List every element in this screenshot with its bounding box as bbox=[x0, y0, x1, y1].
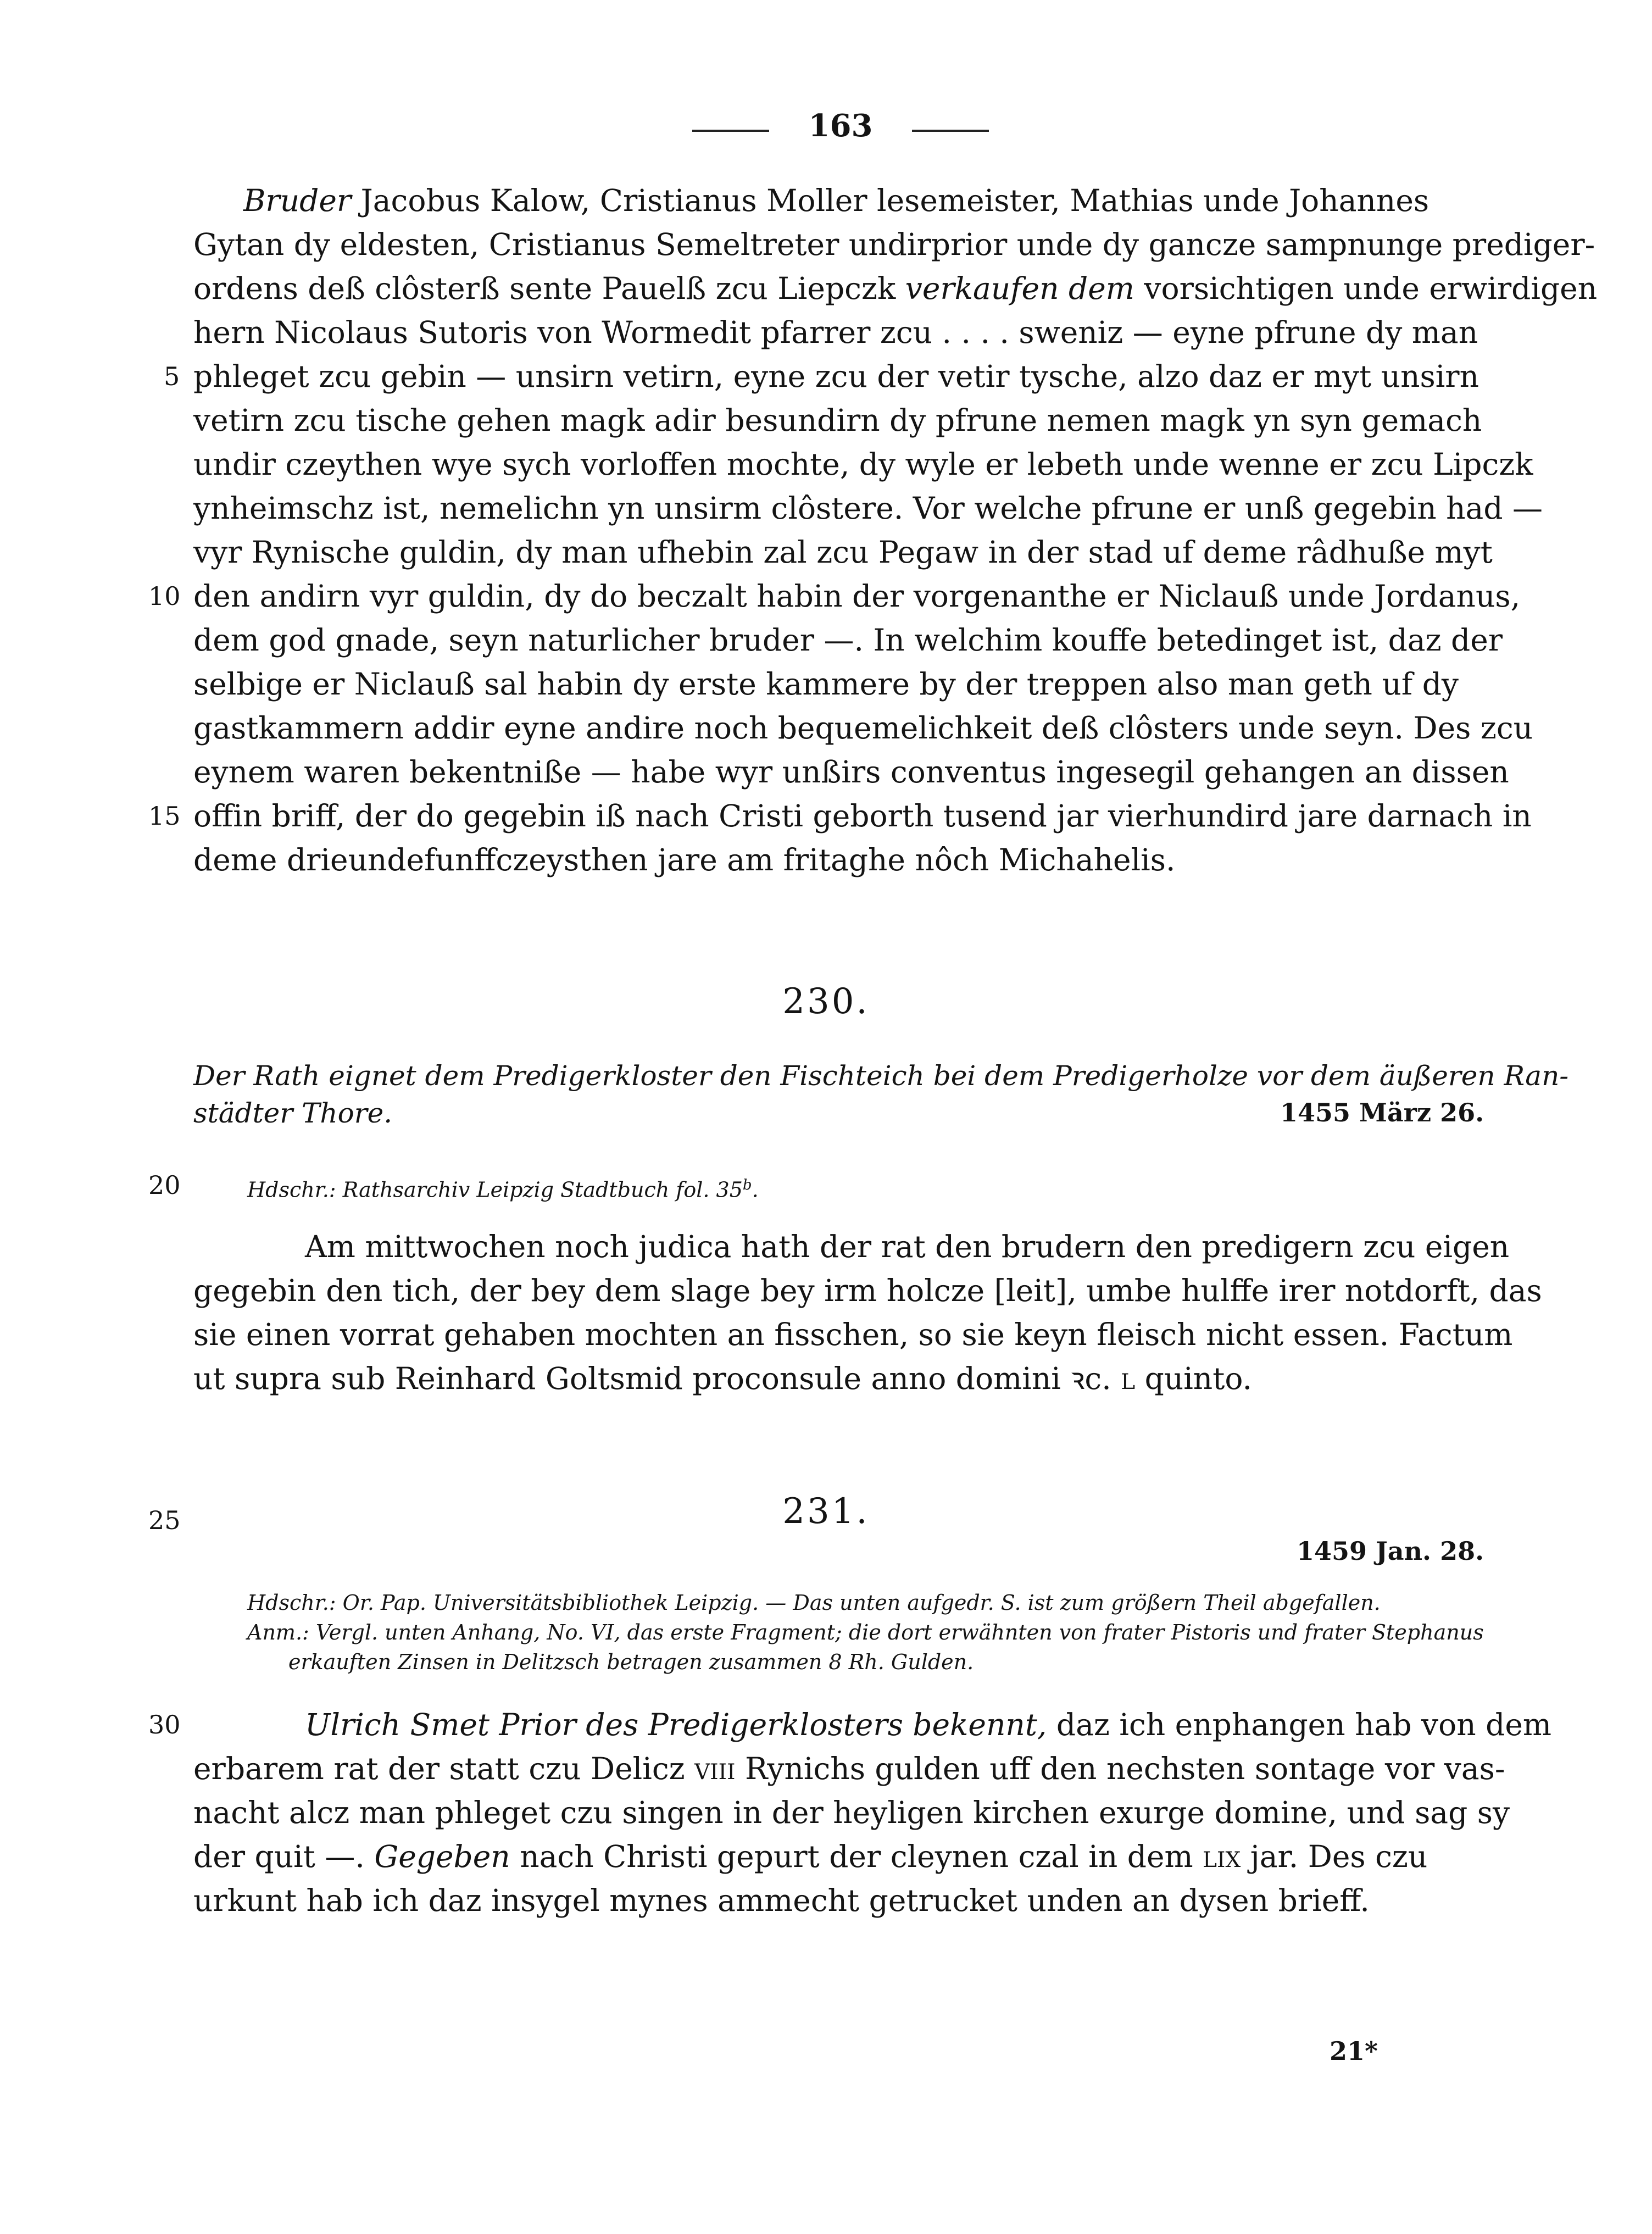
document-number: 230. bbox=[782, 981, 870, 1022]
text-line: gegebin den tich, der bey dem slage bey irm holcze [leit], umbe hulffe irer notdorft, das bbox=[193, 1273, 1542, 1308]
text-span: jar. Des czu bbox=[1241, 1839, 1428, 1874]
page-number: 163 bbox=[808, 108, 873, 144]
text-line: eynem waren bekentniße — habe wyr unßirs conventus ingesegil gehangen an dissen bbox=[193, 754, 1509, 790]
text-line: gastkammern addir eyne andire noch bequemelichkeit deß clôsters unde seyn. Des zcu bbox=[193, 710, 1533, 746]
text-line: Am mittwochen noch judica hath der rat den brudern den predigern zcu eigen bbox=[305, 1229, 1510, 1264]
text-span: nach Christi gepurt der cleynen czal in dem bbox=[510, 1839, 1203, 1874]
source-end: . bbox=[752, 1177, 759, 1202]
line-number: 15 bbox=[148, 801, 181, 831]
text-line: selbige er Niclauß sal habin dy erste kammere by der treppen also man geth uf dy bbox=[193, 666, 1459, 702]
text-line: deme drieundefunffczeysthen jare am fritaghe nôch Michahelis. bbox=[193, 842, 1176, 877]
text-span: daz ich enphangen hab von dem bbox=[1047, 1707, 1552, 1742]
document-summary-cont: städter Thore. bbox=[193, 1097, 393, 1129]
text-span: vorsichtigen unde erwirdigen bbox=[1134, 271, 1598, 306]
text-line bbox=[193, 1359, 1252, 1398]
line-number: 30 bbox=[148, 1710, 181, 1740]
header-rule-left bbox=[692, 130, 769, 132]
text-line bbox=[193, 269, 1597, 308]
text-line bbox=[193, 1749, 1505, 1788]
header-rule-right bbox=[912, 130, 989, 132]
text-line: dem god gnade, seyn naturlicher bruder —. In welchim kouffe betedinget ist, daz der bbox=[193, 623, 1503, 658]
text-line: urkunt hab ich daz insygel mynes ammecht getrucket unden an dysen brieff. bbox=[193, 1883, 1370, 1918]
document-date: 1459 Jan. 28. bbox=[1297, 1536, 1484, 1566]
text-line: nacht alcz man phleget czu singen in der heyligen kirchen exurge domine, und sag sy bbox=[193, 1795, 1510, 1830]
text-line: vyr Rynische guldin, dy man ufhebin zal zcu Pegaw in der stad uf deme râdhuße myt bbox=[193, 535, 1493, 570]
text-span: quinto. bbox=[1135, 1361, 1252, 1396]
text-span: Jacobus Kalow, Cristianus Moller lesemeister, Mathias unde Johannes bbox=[351, 183, 1429, 218]
small-caps-numeral: l bbox=[1121, 1361, 1136, 1396]
text-span: der quit —. bbox=[193, 1839, 375, 1874]
page-header bbox=[0, 108, 1652, 146]
text-line: den andirn vyr guldin, dy do beczalt habin der vorgenanthe er Niclauß unde Jordanus, bbox=[193, 579, 1521, 614]
text-line: vetirn zcu tische gehen magk adir besundirn dy pfrune nemen magk yn syn gemach bbox=[193, 403, 1482, 438]
annotation-note: Anm.: Vergl. unten Anhang, No. VI, das erste Fragment; die dort erwähnten von frater Pistoris und frater Stephanus bbox=[247, 1620, 1484, 1644]
signature-mark: 21* bbox=[1330, 2036, 1378, 2066]
text-line bbox=[243, 181, 1429, 220]
text-line: offin briff, der do gegebin iß nach Cristi geborth tusend jar vierhundird jare darnach in bbox=[193, 798, 1532, 833]
text-line: Gytan dy eldesten, Cristianus Semeltreter undirprior unde dy gancze sampnunge prediger- bbox=[193, 227, 1595, 262]
italic-phrase: Bruder bbox=[243, 183, 352, 218]
document-summary: Der Rath eignet dem Predigerkloster den Fischteich bei dem Predigerholze vor dem äußeren Ran- bbox=[193, 1060, 1569, 1092]
text-line: phleget zcu gebin — unsirn vetirn, eyne zcu der vetir tysche, alzo daz er myt unsirn bbox=[193, 359, 1479, 394]
annotation-note-cont: erkauften Zinsen in Delitzsch betragen zusammen 8 Rh. Gulden. bbox=[288, 1650, 974, 1674]
text-line: hern Nicolaus Sutoris von Wormedit pfarrer zcu . . . . sweniz — eyne pfrune dy man bbox=[193, 315, 1478, 350]
text-line bbox=[193, 1837, 1427, 1876]
small-caps-numeral: lix bbox=[1203, 1839, 1241, 1874]
document-date: 1455 März 26. bbox=[1280, 1098, 1484, 1127]
text-span: Rynichs gulden uff den nechsten sontage vor vas- bbox=[735, 1751, 1505, 1786]
small-caps-numeral: viii bbox=[694, 1751, 736, 1786]
italic-phrase: Gegeben bbox=[374, 1839, 510, 1874]
text-span: erbarem rat der statt czu Delicz bbox=[193, 1751, 695, 1786]
document-number: 231. bbox=[782, 1491, 870, 1532]
source-superscript: b bbox=[742, 1177, 752, 1193]
italic-phrase: verkaufen dem bbox=[905, 271, 1134, 306]
text-span: ordens deß clôsterß sente Pauelß zcu Liepczk bbox=[193, 271, 905, 306]
source-text: Hdschr.: Rathsarchiv Leipzig Stadtbuch fol. 35 bbox=[247, 1177, 743, 1202]
line-number: 20 bbox=[148, 1170, 181, 1200]
text-line bbox=[305, 1705, 1551, 1744]
italic-phrase: Ulrich Smet Prior des Predigerklosters bekennt, bbox=[305, 1707, 1047, 1742]
line-number: 10 bbox=[148, 581, 181, 611]
line-number: 25 bbox=[148, 1505, 181, 1535]
text-line: ynheimschz ist, nemelichn yn unsirm clôstere. Vor welche pfrune er unß gegebin had — bbox=[193, 491, 1543, 526]
line-number: 5 bbox=[164, 362, 180, 391]
text-span: ut supra sub Reinhard Goltsmid proconsule anno domini ꝛc. bbox=[193, 1361, 1121, 1396]
text-line: sie einen vorrat gehaben mochten an fisschen, so sie keyn fleisch nicht essen. Factum bbox=[193, 1317, 1513, 1352]
source-note bbox=[247, 1170, 759, 1205]
manuscript-note: Hdschr.: Or. Pap. Universitätsbibliothek Leipzig. — Das unten aufgedr. S. ist zum größern Theil abgefallen. bbox=[247, 1591, 1381, 1615]
text-line: undir czeythen wye sych vorloffen mochte, dy wyle er lebeth unde wenne er zcu Lipczk bbox=[193, 447, 1533, 482]
